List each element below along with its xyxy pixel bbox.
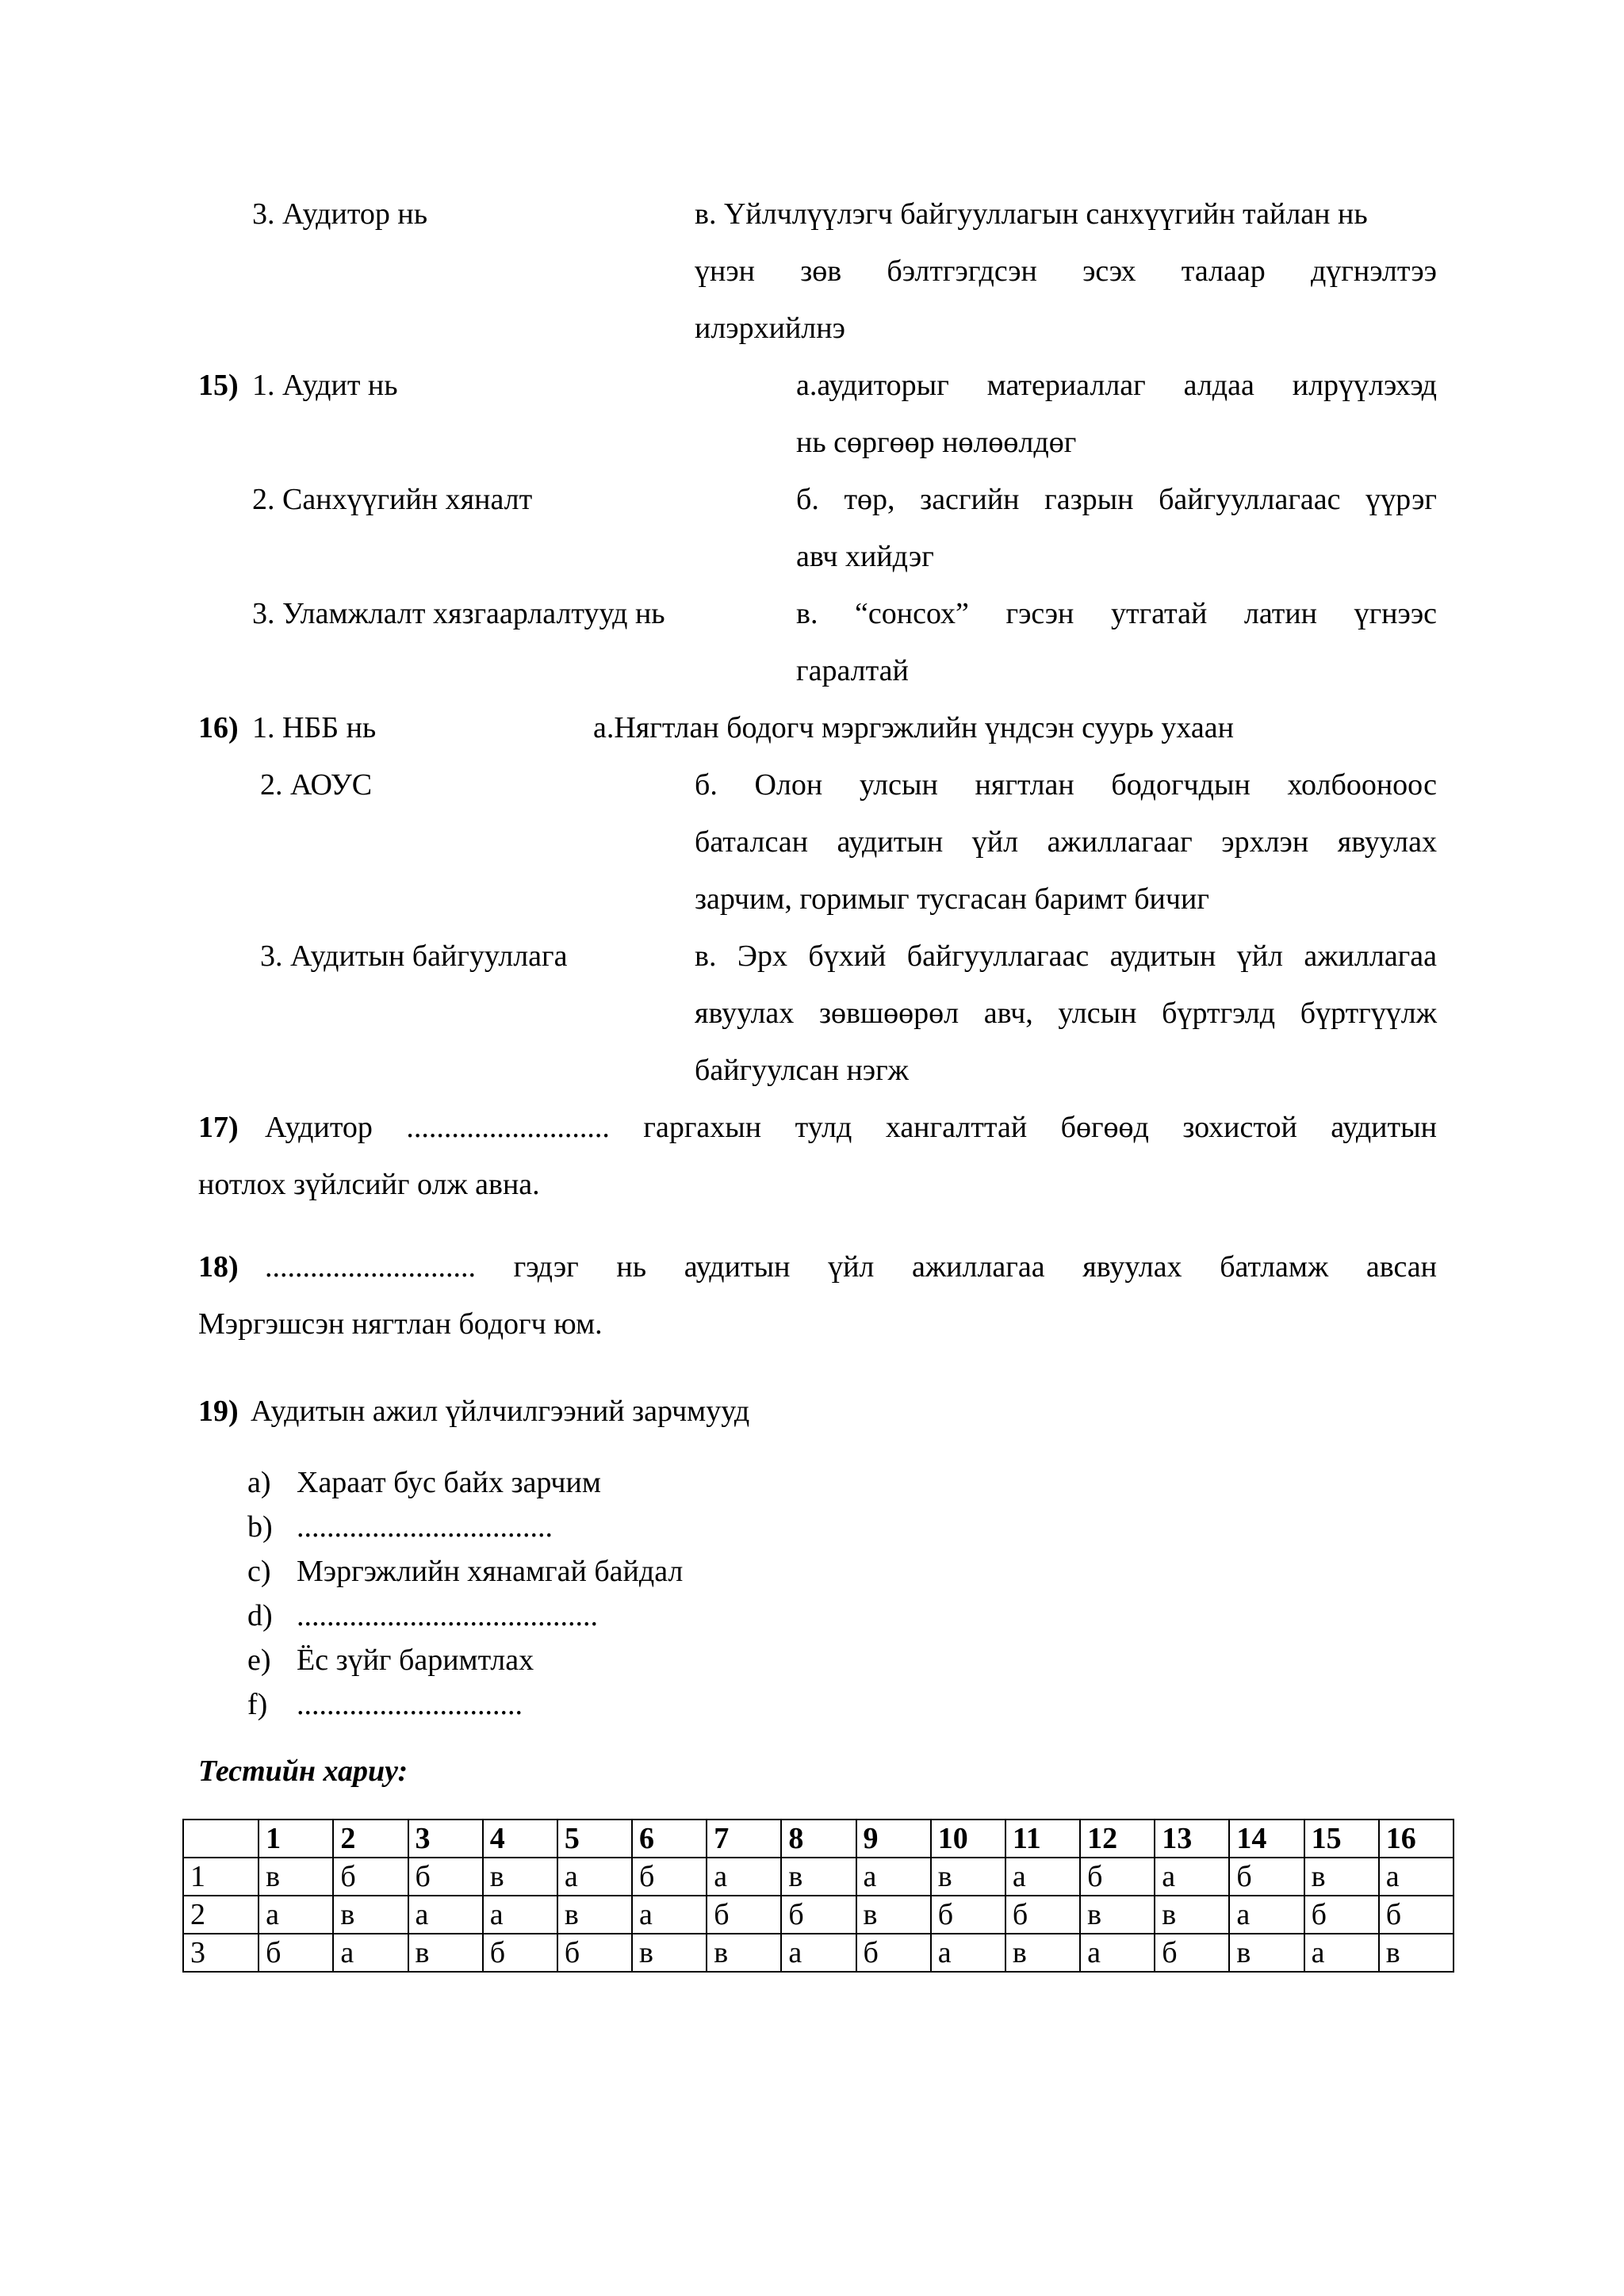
column-header: 9 — [856, 1820, 931, 1858]
q17-number: 17) — [198, 1111, 239, 1144]
table-cell: б — [483, 1934, 557, 1972]
table-cell: а — [707, 1858, 781, 1896]
table-row — [183, 1896, 1454, 1934]
table-cell: 2 — [183, 1896, 259, 1934]
q16-right-2-line3: зарчим, горимыг тусгасан баримт бичиг — [695, 882, 1209, 916]
list-item: .............................. — [297, 1688, 523, 1721]
column-header: 4 — [483, 1820, 557, 1858]
column-header: 11 — [1005, 1820, 1080, 1858]
column-header: 12 — [1080, 1820, 1155, 1858]
column-header: 10 — [931, 1820, 1005, 1858]
table-cell: в — [1155, 1896, 1229, 1934]
table-row — [183, 1858, 1454, 1896]
column-header: 16 — [1379, 1820, 1454, 1858]
q14-right-3-line2: үнэн зөв бэлтгэгдсэн эсэх талаар дүгнэлтээ — [695, 254, 1437, 288]
table-cell: а — [1229, 1896, 1304, 1934]
column-header: 5 — [557, 1820, 632, 1858]
column-header: 3 — [408, 1820, 483, 1858]
table-cell: в — [781, 1858, 856, 1896]
table-cell: а — [1005, 1858, 1080, 1896]
q15-left-1: 1. Аудит нь — [252, 369, 398, 402]
q16-left-1: 1. НББ нь — [252, 711, 377, 744]
table-cell: а — [408, 1896, 483, 1934]
table-cell: б — [333, 1858, 408, 1896]
q16-left-3: 3. Аудитын байгууллага — [260, 939, 568, 973]
answers-heading: Тестийн хариу: — [198, 1755, 408, 1788]
table-cell: в — [1080, 1896, 1155, 1934]
table-cell: в — [408, 1934, 483, 1972]
q17-line1: Аудитор ........................... гаргахын тулд хангалттай бөгөөд зохистой аудитын — [265, 1111, 1437, 1144]
table-cell: в — [1005, 1934, 1080, 1972]
table-cell: в — [557, 1896, 632, 1934]
table-cell: а — [931, 1934, 1005, 1972]
q15-right-2-line1: б. төр, засгийн газрын байгууллагаас үүрэг — [796, 483, 1437, 516]
q15-number: 15) — [198, 369, 239, 402]
table-cell: б — [931, 1896, 1005, 1934]
table-cell: а — [1155, 1858, 1229, 1896]
q14-right-3-line1: в. Үйлчлүүлэгч байгууллагын санхүүгийн тайлан нь — [695, 197, 1368, 231]
column-header: 13 — [1155, 1820, 1229, 1858]
q15-left-3: 3. Уламжлалт хязгаарлалтууд нь — [252, 597, 665, 630]
table-cell: а — [1304, 1934, 1379, 1972]
table-cell: б — [557, 1934, 632, 1972]
q15-right-2-line2: авч хийдэг — [796, 540, 934, 573]
table-cell: б — [781, 1896, 856, 1934]
column-header — [183, 1820, 259, 1858]
table-header-row — [183, 1820, 1454, 1858]
table-cell: а — [483, 1896, 557, 1934]
table-cell: а — [632, 1896, 707, 1934]
list-item-marker: a) — [247, 1466, 271, 1499]
table-cell: б — [259, 1934, 333, 1972]
q16-right-1: а.Нягтлан бодогч мэргэжлийн үндсэн суурь ухаан — [593, 711, 1234, 744]
table-cell: б — [856, 1934, 931, 1972]
list-item-marker: c) — [247, 1555, 271, 1588]
q19-number: 19) — [198, 1395, 239, 1428]
table-cell: в — [333, 1896, 408, 1934]
column-header: 8 — [781, 1820, 856, 1858]
q16-right-3-line1: в. Эрх бүхий байгууллагаас аудитын үйл ажиллагаа — [695, 939, 1437, 973]
list-item-marker: f) — [247, 1688, 268, 1721]
list-item-marker: b) — [247, 1510, 273, 1544]
q15-right-1-line1: а.аудиторыг материаллаг алдаа илрүүлэхэд — [796, 369, 1437, 402]
table-cell: б — [1155, 1934, 1229, 1972]
list-item-marker: e) — [247, 1644, 271, 1677]
list-item-marker: d) — [247, 1599, 273, 1632]
q15-right-3-line2: гаралтай — [796, 654, 909, 687]
table-cell: а — [1379, 1858, 1454, 1896]
table-cell: а — [333, 1934, 408, 1972]
column-header: 7 — [707, 1820, 781, 1858]
table-cell: б — [1005, 1896, 1080, 1934]
q16-number: 16) — [198, 711, 239, 744]
q14-left-3: 3. Аудитор нь — [252, 197, 428, 231]
table-cell: в — [1379, 1934, 1454, 1972]
q16-right-2-line1: б. Олон улсын нягтлан бодогчдын холбооноос — [695, 768, 1437, 802]
list-item: Хараат бус байх зарчим — [297, 1466, 601, 1499]
table-cell: а — [259, 1896, 333, 1934]
table-cell: б — [1229, 1858, 1304, 1896]
q16-right-3-line3: байгуулсан нэгж — [695, 1054, 909, 1087]
q16-left-2: 2. АОУС — [260, 768, 373, 802]
column-header: 2 — [333, 1820, 408, 1858]
q16-right-2-line2: баталсан аудитын үйл ажиллагааг эрхлэн явуулах — [695, 825, 1437, 859]
column-header: 15 — [1304, 1820, 1379, 1858]
column-header: 1 — [259, 1820, 333, 1858]
q15-right-1-line2: нь сөргөөр нөлөөлдөг — [796, 426, 1077, 459]
table-cell: а — [557, 1858, 632, 1896]
table-cell: б — [1080, 1858, 1155, 1896]
q18-number: 18) — [198, 1250, 239, 1284]
table-cell: а — [1080, 1934, 1155, 1972]
table-cell: б — [1304, 1896, 1379, 1934]
column-header: 14 — [1229, 1820, 1304, 1858]
table-cell: б — [1379, 1896, 1454, 1934]
answer-table — [182, 1819, 1454, 1973]
list-item: Мэргэжлийн хянамгай байдал — [297, 1555, 684, 1588]
table-cell: б — [632, 1858, 707, 1896]
table-cell: 3 — [183, 1934, 259, 1972]
q15-right-3-line1: в. “сонсох” гэсэн утгатай латин үгнээс — [796, 597, 1437, 630]
table-cell: в — [707, 1934, 781, 1972]
list-item: ........................................ — [297, 1599, 598, 1632]
q14-right-3-line3: илэрхийлнэ — [695, 312, 845, 345]
table-cell: в — [931, 1858, 1005, 1896]
q19-title: Аудитын ажил үйлчилгээний зарчмууд — [251, 1395, 750, 1428]
q18-line1: ............................ гэдэг нь аудитын үйл ажиллагаа явуулах батламж авсан — [265, 1250, 1437, 1284]
column-header: 6 — [632, 1820, 707, 1858]
q15-left-2: 2. Санхүүгийн хяналт — [252, 483, 533, 516]
table-cell: б — [707, 1896, 781, 1934]
table-cell: 1 — [183, 1858, 259, 1896]
table-cell: в — [1229, 1934, 1304, 1972]
table-cell: в — [632, 1934, 707, 1972]
list-item: Ёс зүйг баримтлах — [297, 1644, 534, 1677]
table-cell: а — [781, 1934, 856, 1972]
table-row — [183, 1934, 1454, 1972]
table-cell: б — [408, 1858, 483, 1896]
table-cell: а — [856, 1858, 931, 1896]
list-item: .................................. — [297, 1510, 553, 1544]
table-cell: в — [1304, 1858, 1379, 1896]
q17-line2: нотлох зүйлсийг олж авна. — [198, 1168, 540, 1201]
q18-line2: Мэргэшсэн нягтлан бодогч юм. — [198, 1307, 603, 1341]
table-cell: в — [483, 1858, 557, 1896]
q16-right-3-line2: явуулах зөвшөөрөл авч, улсын бүртгэлд бүртгүүлж — [695, 997, 1437, 1030]
table-cell: в — [259, 1858, 333, 1896]
table-cell: в — [856, 1896, 931, 1934]
